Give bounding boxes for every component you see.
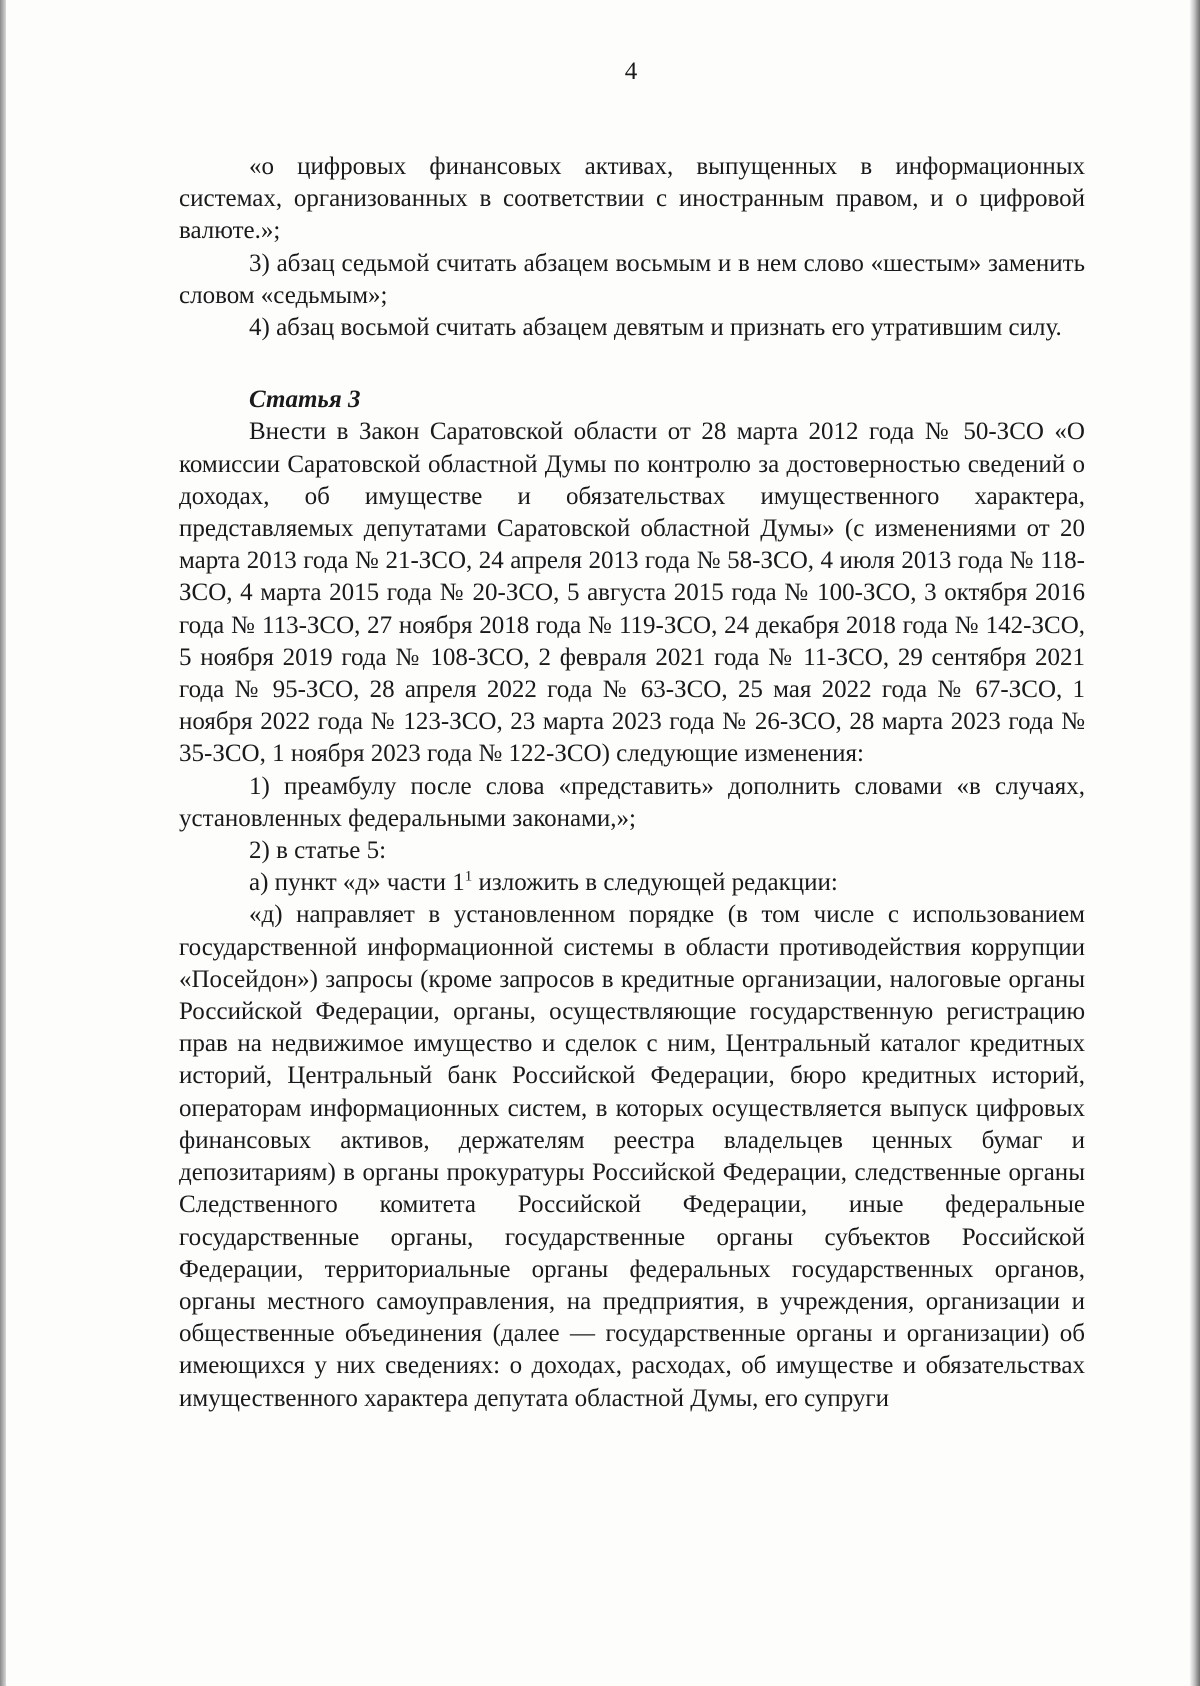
- page-number: 4: [624, 58, 638, 85]
- paragraph-article-intro: Внести в Закон Саратовской области от 28 марта 2012 года № 50-ЗСО «О комиссии Саратовской областной Думы по контролю за достоверностью сведений о доходах, об имуществе и обязательствах имущественного характера, представляемых депутатами Саратовской областной Думы» (с изменениями от 20 марта 2013 года № 21-ЗСО, 24 апреля 2013 года № 58-ЗСО, 4 июля 2013 года № 118-ЗСО, 4 марта 2015 года № 20-ЗСО, 5 августа 2015 года № 100-ЗСО, 3 октября 2016 года № 113-ЗСО, 27 ноября 2018 года № 119-ЗСО, 24 декабря 2018 года № 142-ЗСО, 5 ноября 2019 года № 108-ЗСО, 2 февраля 2021 года № 11-ЗСО, 29 сентября 2021 года № 95-ЗСО, 28 апреля 2022 года № 63-ЗСО, 25 мая 2022 года № 67-ЗСО, 1 ноября 2022 года № 123-ЗСО, 23 марта 2023 года № 26-ЗСО, 28 марта 2023 года № 35-ЗСО, 1 ноября 2023 года № 122-ЗСО) следующие изменения:: [179, 418, 1085, 768]
- section-spacer: [179, 344, 1085, 384]
- scan-edge-left: [0, 0, 6, 1686]
- item-a-superscript: 1: [464, 868, 473, 885]
- item-a-tail: изложить в следующей редакции:: [472, 869, 838, 897]
- scan-edge-right: [1190, 0, 1200, 1686]
- paragraph-item-d: «д) направляет в установленном порядке (в том числе с использованием государственной информационной системы в области противодействия коррупции «Посейдон») запросы (кроме запросов в кредитные организации, налоговые органы Российской Федерации, органы, осуществляющие государственную регистрацию прав на недвижимое имущество и сделок с ним, Центральный каталог кредитных историй, Центральный банк Российской Федерации, бюро кредитных историй, операторам информационных систем, в которых осуществляется выпуск цифровых финансовых активов, держателям реестра владельцев ценных бумаг и депозитариям) в органы прокуратуры Российской Федерации, следственные органы Следственного комитета Российской Федерации, иные федеральные государственные органы, государственные органы субъектов Российской Федерации, территориальные органы федеральных государственных органов, органы местного самоуправления, на предприятия, в учреждения, организации и общественные объединения (далее — государственные органы и организации) об имеющихся у них сведениях: о доходах, расходах, об имуществе и обязательствах имущественного характера депутата областной Думы, его супруги: [179, 901, 1085, 1412]
- paragraph-article-5: 2) в статье 5:: [249, 837, 387, 865]
- paragraph-item-4: 4) абзац восьмой считать абзацем девятым и признать его утратившим силу.: [249, 314, 1062, 342]
- article-heading: Статья 3: [249, 386, 361, 414]
- item-a-text: а) пункт «д» части 1: [249, 869, 465, 897]
- paragraph-digital-assets-quote: «о цифровых финансовых активах, выпущенных в информационных системах, организованных в соответствии с иностранным правом, и о цифровой валюте.»;: [179, 153, 1085, 245]
- paragraph-item-3: 3) абзац седьмой считать абзацем восьмым и в нем слово «шестым» заменить словом «седьмым»;: [179, 249, 1085, 309]
- paragraph-preamble-amendment: 1) преамбулу после слова «представить» дополнить словами «в случаях, установленных федеральными законами,»;: [179, 772, 1085, 832]
- paragraph-item-a: [179, 867, 1085, 899]
- document-body: [179, 151, 1085, 1415]
